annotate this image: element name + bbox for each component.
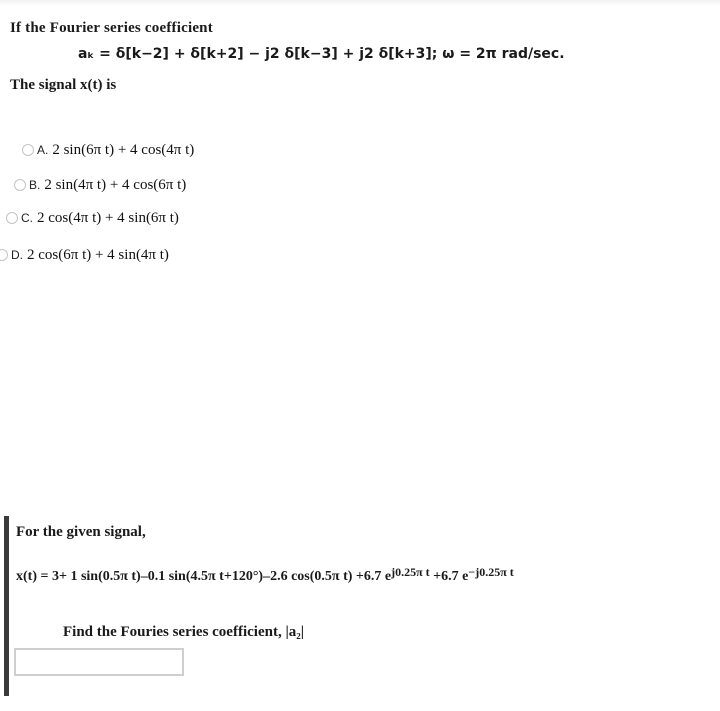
option-text: 2 sin(4π t) + 4 cos(6π t) [44, 176, 187, 193]
answer-input[interactable] [14, 648, 184, 676]
option-c[interactable] [0, 207, 179, 229]
radio-button-icon[interactable] [22, 144, 34, 156]
option-text: 2 cos(6π t) + 4 sin(4π t) [27, 246, 169, 263]
question1-signal-prompt: The signal x(t) is [10, 77, 117, 93]
top-strip [0, 0, 720, 6]
equation-mid: +6.7 e [429, 569, 469, 584]
option-d[interactable] [0, 244, 169, 266]
radio-button-icon[interactable] [14, 179, 26, 191]
option-letter: B. [29, 178, 41, 192]
option-letter: A. [37, 143, 49, 157]
option-letter: C. [21, 211, 33, 225]
question1-intro: If the Fourier series coefficient [10, 20, 213, 36]
exponent-negative: −j0.25π t [468, 565, 514, 579]
question2-left-bar [4, 516, 9, 696]
option-letter: D. [11, 248, 23, 262]
radio-button-icon[interactable] [6, 212, 18, 224]
option-a[interactable] [0, 139, 194, 161]
radio-button-icon[interactable] [0, 249, 8, 261]
coefficient-equation: aₖ = δ[k−2] + δ[k+2] − j2 δ[k−3] + j2 δ[k+3]; ω = 2π rad/sec. [78, 46, 565, 62]
question2-signal-equation [16, 565, 514, 585]
equation-main: x(t) = 3+ 1 sin(0.5π t)–0.1 sin(4.5π t+120°)–2.6 cos(0.5π t) +6.7 e [16, 569, 392, 584]
question1-equation [78, 46, 565, 63]
option-text: 2 cos(4π t) + 4 sin(6π t) [37, 209, 179, 226]
question2-intro: For the given signal, [16, 524, 146, 540]
option-b[interactable] [0, 174, 186, 196]
option-text: 2 sin(6π t) + 4 cos(4π t) [52, 141, 195, 158]
exponent-positive: j0.25π t [391, 565, 430, 579]
question2-find-prompt: Find the Fouries series coefficient, |a₂| [63, 624, 305, 640]
